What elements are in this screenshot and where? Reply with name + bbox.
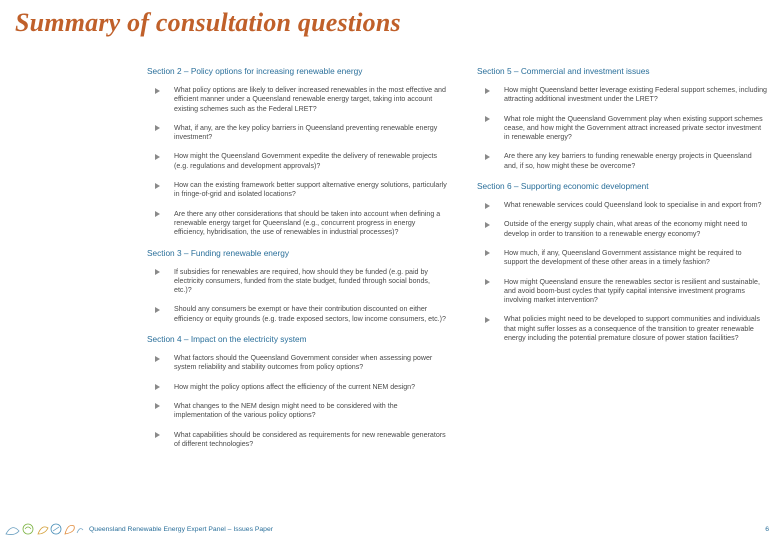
question-text: If subsidies for renewables are required, how should they be funded (e.g. paid by electricity consumers, funded from the state budget, funded through social bonds, etc.)? — [174, 267, 430, 295]
question-text: How might the policy options affect the efficiency of the current NEM design? — [174, 382, 416, 391]
triangle-bullet-icon — [155, 432, 160, 438]
question-list — [477, 201, 767, 343]
question-text: Are there any other considerations that should be taken into account when defining a renewable energy target for Queensland (e.g., concurrent progress in energy efficiency, hybridisation, the use of renewables in industrial processes)? — [174, 209, 441, 237]
question-item — [147, 152, 447, 171]
triangle-bullet-icon — [485, 279, 490, 285]
question-text: What policy options are likely to deliver increased renewables in the most effective and efficient manner under a Queensland renewable energy target, taking into account existing schemes such as the Federal LRET? — [174, 86, 446, 113]
page-number: 6 — [765, 526, 769, 533]
triangle-bullet-icon — [155, 154, 160, 160]
question-text: What factors should the Queensland Government consider when assessing power system reliability and stability outcomes from policy options? — [174, 354, 433, 372]
section-heading: Section 6 – Supporting economic development — [477, 181, 649, 192]
page-title: Summary of consultation questions — [15, 8, 401, 37]
triangle-bullet-icon — [485, 88, 490, 94]
section — [147, 334, 447, 449]
question-item — [477, 152, 767, 171]
question-item — [477, 115, 767, 143]
question-text: How might Queensland better leverage existing Federal support schemes, including attracting additional investment under the LRET? — [504, 86, 768, 104]
triangle-bullet-icon — [155, 403, 160, 409]
question-item — [477, 278, 767, 306]
question-list — [147, 86, 447, 238]
question-text: What role might the Queensland Government play when existing support schemes cease, and how might the Government attract increased private sector investment in renewable energy? — [504, 114, 763, 142]
triangle-bullet-icon — [485, 203, 490, 209]
section — [147, 66, 447, 238]
question-text: How can the existing framework better support alternative energy solutions, particularly in fringe-of-grid and isolated locations? — [174, 181, 447, 199]
question-text: What changes to the NEM design might need to be considered with the implementation of the various policy options? — [174, 401, 398, 420]
section — [147, 248, 447, 324]
triangle-bullet-icon — [155, 88, 160, 94]
right-column — [477, 66, 767, 353]
question-text: Are there any key barriers to funding renewable energy projects in Queensland and, if so, how might these be overcome? — [504, 152, 752, 170]
question-item — [477, 315, 767, 343]
section-heading: Section 5 – Commercial and investment issues — [477, 66, 650, 76]
triangle-bullet-icon — [485, 317, 490, 323]
question-item — [477, 249, 767, 268]
triangle-bullet-icon — [155, 183, 160, 189]
question-text: What policies might need to be developed to support communities and individuals that might suffer losses as a consequence of the transition to greater renewable energy including the potential premature closure of power station facilities? — [504, 315, 760, 343]
question-item — [147, 305, 447, 324]
footer — [0, 520, 780, 540]
question-item — [477, 201, 767, 210]
queensland-logo-icon — [4, 520, 84, 538]
question-list — [477, 86, 767, 171]
question-item — [147, 210, 447, 238]
question-text: How might the Queensland Government expedite the delivery of renewable projects (e.g. regulations and development approvals)? — [174, 152, 438, 170]
triangle-bullet-icon — [155, 307, 160, 313]
triangle-bullet-icon — [155, 211, 160, 217]
section — [477, 181, 767, 343]
question-list — [147, 268, 447, 324]
question-text: What, if any, are the key policy barriers in Queensland preventing renewable energy investment? — [174, 123, 438, 142]
triangle-bullet-icon — [155, 384, 160, 390]
triangle-bullet-icon — [485, 154, 490, 160]
section-heading: Section 2 – Policy options for increasing renewable energy — [147, 66, 363, 76]
question-item — [147, 383, 447, 392]
triangle-bullet-icon — [485, 250, 490, 256]
question-item — [147, 402, 447, 421]
left-column — [147, 66, 447, 459]
question-item — [147, 124, 447, 143]
question-item — [147, 86, 447, 114]
section-heading: Section 4 – Impact on the electricity system — [147, 334, 307, 345]
triangle-bullet-icon — [155, 269, 160, 275]
question-text: How much, if any, Queensland Government assistance might be required to support the development of these other areas in a timely fashion? — [504, 248, 742, 267]
footer-text: Queensland Renewable Energy Expert Panel – Issues Paper — [89, 526, 274, 533]
question-text: What renewable services could Queensland look to specialise in and export from? — [504, 201, 762, 210]
triangle-bullet-icon — [485, 116, 490, 122]
section — [477, 66, 767, 171]
triangle-bullet-icon — [155, 356, 160, 362]
question-item — [147, 268, 447, 296]
question-list — [147, 354, 447, 449]
question-item — [477, 86, 767, 105]
question-item — [147, 431, 447, 450]
question-item — [147, 181, 447, 200]
question-text: How might Queensland ensure the renewables sector is resilient and sustainable, and avoid boom-bust cycles that typify capital intensive investment programs involving market intervention? — [504, 277, 760, 305]
question-item — [147, 354, 447, 373]
question-text: Outside of the energy supply chain, what areas of the economy might need to develop in order to transition to a renewable energy economy? — [504, 220, 748, 238]
triangle-bullet-icon — [155, 125, 160, 131]
section-heading: Section 3 – Funding renewable energy — [147, 247, 290, 258]
triangle-bullet-icon — [485, 222, 490, 228]
question-text: Should any consumers be exempt or have their contribution discounted on either efficiency or equity grounds (e.g. trade exposed sectors, low income consumers, etc.)? — [174, 305, 446, 323]
question-item — [477, 220, 767, 239]
question-text: What capabilities should be considered as requirements for new renewable generators of different technologies? — [174, 430, 446, 448]
